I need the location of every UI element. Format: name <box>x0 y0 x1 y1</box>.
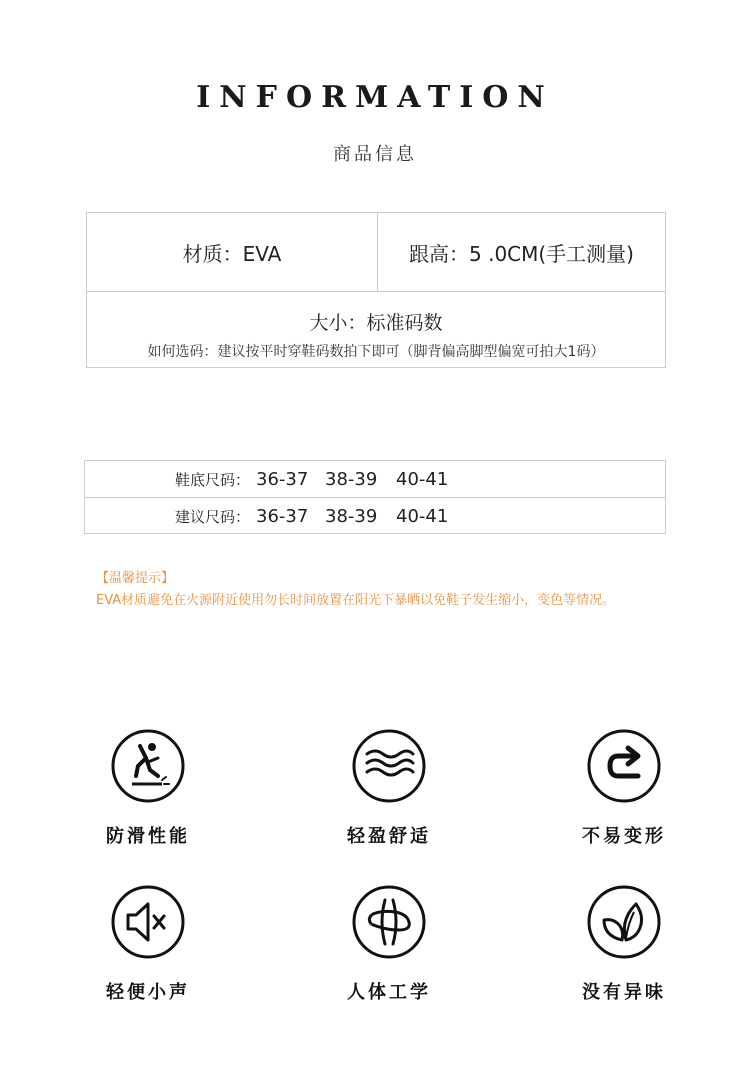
feature-label: 不易变形 <box>582 826 666 847</box>
feature-label: 防滑性能 <box>106 826 190 847</box>
suggested-size-label: 建议尺码： <box>175 507 251 526</box>
info-table <box>86 212 666 368</box>
heel-height-cell: 跟高：5 .0CM(手工测量) <box>409 241 634 266</box>
feature-anti-slip <box>68 728 228 848</box>
size-value: 40-41 <box>396 468 449 490</box>
tips-text: EVA材质避免在火源附近使用勿长时间放置在阳光下暴晒以免鞋子发生缩小，变色等情况。 <box>96 593 616 608</box>
tips-title: 【温馨提示】 <box>96 571 175 586</box>
size-standard-text: 大小：标准码数 <box>309 312 443 334</box>
feature-label: 轻盈舒适 <box>347 826 431 847</box>
feature-odorless <box>544 884 704 1004</box>
page-subtitle: 商品信息 <box>333 144 417 165</box>
size-value: 38-39 <box>325 468 378 490</box>
size-value: 36-37 <box>256 468 309 490</box>
feature-no-deform <box>544 728 704 848</box>
feature-label: 没有异味 <box>582 982 666 1003</box>
table-row <box>85 498 665 534</box>
speaker-mute-icon <box>110 884 186 960</box>
size-value: 38-39 <box>325 505 378 527</box>
size-selection-note: 如何选码：建议按平时穿鞋码数拍下即可（脚背偏高脚型偏宽可拍大1码） <box>147 344 605 360</box>
leaf-icon <box>586 884 662 960</box>
size-value: 36-37 <box>256 505 309 527</box>
feature-ergonomic <box>309 884 469 1004</box>
size-table <box>84 460 666 534</box>
feature-quiet <box>68 884 228 1004</box>
material-cell: 材质：EVA <box>87 213 378 291</box>
feature-label: 人体工学 <box>347 982 431 1003</box>
ergonomic-foot-icon <box>351 884 427 960</box>
anti-slip-icon <box>110 728 186 804</box>
page-title: INFORMATION <box>196 80 554 115</box>
feature-label: 轻便小声 <box>106 982 190 1003</box>
table-row <box>85 461 665 498</box>
sole-size-label: 鞋底尺码： <box>175 470 251 489</box>
return-arrow-icon <box>586 728 662 804</box>
info-row <box>87 213 665 292</box>
feature-lightweight <box>309 728 469 848</box>
size-value: 40-41 <box>396 505 449 527</box>
waves-icon <box>351 728 427 804</box>
size-info-row <box>87 292 665 368</box>
